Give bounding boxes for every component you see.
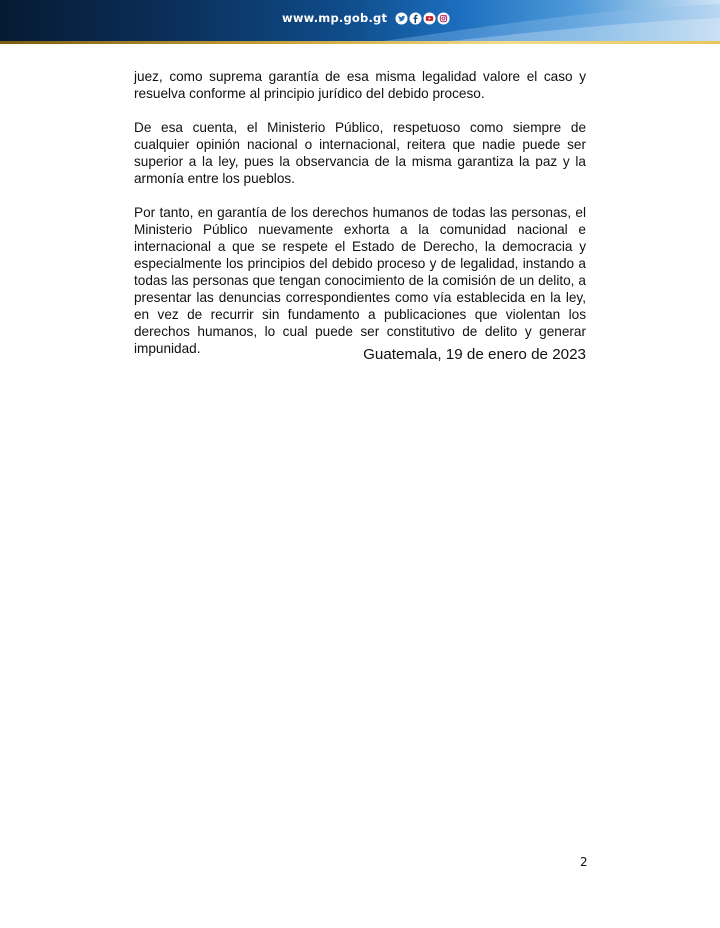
youtube-icon[interactable]	[423, 12, 436, 25]
place-date: Guatemala, 19 de enero de 2023	[363, 346, 586, 363]
social-icons	[395, 12, 450, 25]
document-body	[134, 68, 586, 357]
twitter-icon[interactable]	[395, 12, 408, 25]
header-content	[282, 9, 450, 27]
header-banner	[0, 0, 720, 44]
instagram-icon[interactable]	[437, 12, 450, 25]
paragraph-3: Por tanto, en garantía de los derechos humanos de todas las personas, el Ministerio Público nuevamente exhorta a la comunidad nacional e internacional a que se respete el Estado de Derecho, la democracia y especialmente los principios del debido proceso y de legalidad, instando a todas las personas que tengan conocimiento de la comisión de un delito, a presentar las denuncias correspondientes como vía establecida en la ley, en vez de recurrir sin fundamento a publicaciones que violentan los derechos humanos, lo cual puede ser constitutivo de delito y generar impunidad.	[134, 205, 586, 356]
site-url-link[interactable]: www.mp.gob.gt	[282, 11, 388, 25]
facebook-icon[interactable]	[409, 12, 422, 25]
paragraph-2: De esa cuenta, el Ministerio Público, respetuoso como siempre de cualquier opinión nacional o internacional, reitera que nadie puede ser superior a la ley, pues la observancia de la misma garantiza la paz y la armonía entre los pueblos.	[134, 120, 586, 186]
page-number: 2	[580, 855, 588, 869]
paragraph-1: juez, como suprema garantía de esa misma legalidad valore el caso y resuelva conforme al principio jurídico del debido proceso.	[134, 69, 586, 101]
header-gold-rule	[0, 41, 720, 44]
